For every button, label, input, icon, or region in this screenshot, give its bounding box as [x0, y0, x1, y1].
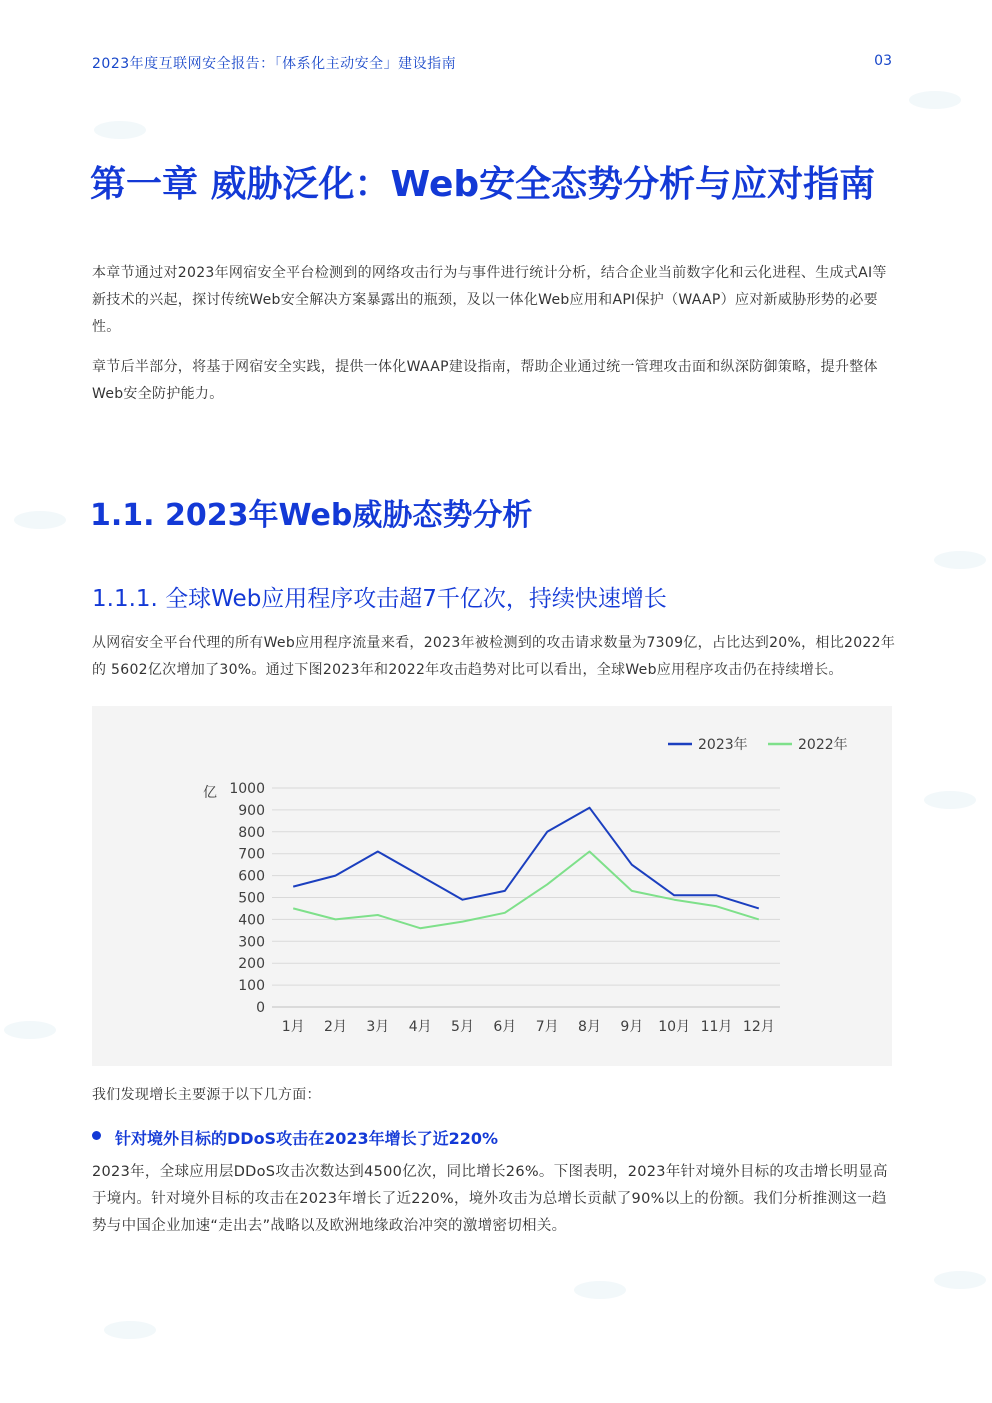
x-tick-label: 10月 — [658, 1019, 691, 1035]
findings-intro: 我们发现增长主要源于以下几方面： — [92, 1087, 321, 1103]
x-tick-label: 4月 — [408, 1019, 432, 1035]
series-line — [293, 808, 759, 909]
x-tick-label: 5月 — [451, 1019, 474, 1035]
attack-trend-chart — [92, 706, 892, 1066]
x-tick-label: 11月 — [700, 1019, 733, 1035]
y-tick-label: 600 — [238, 868, 265, 885]
y-axis-label: 亿 — [203, 785, 217, 801]
intro-paragraph-1: 本章节通过对2023年网宿安全平台检测到的网络攻击行为与事件进行统计分析，结合企业当前数字化和云化进程、生成式AI等新技术的兴起，探讨传统Web安全解决方案暴露出的瓶颈，及以一体化Web应用和API保护（WAAP）应对新威胁形势的必要性。 — [92, 265, 887, 335]
y-tick-label: 900 — [238, 802, 265, 819]
page-header — [92, 53, 892, 75]
y-tick-label: 800 — [238, 824, 265, 841]
subsection-title: 1.1.1. 全球Web应用程序攻击超7千亿次，持续快速增长 — [92, 586, 667, 612]
x-tick-label: 2月 — [324, 1019, 347, 1035]
x-tick-label: 12月 — [742, 1019, 775, 1035]
legend-label: 2022年 — [798, 737, 848, 753]
y-tick-label: 700 — [238, 846, 265, 863]
y-tick-label: 200 — [238, 956, 265, 973]
report-title: 2023年度互联网安全报告：「体系化主动安全」建设指南 — [92, 56, 457, 72]
x-tick-label: 9月 — [620, 1019, 644, 1035]
x-tick-label: 3月 — [366, 1019, 390, 1035]
y-tick-label: 400 — [238, 912, 265, 929]
x-tick-label: 7月 — [535, 1019, 559, 1035]
section-title: 1.1. 2023年Web威胁态势分析 — [90, 498, 533, 533]
y-tick-label: 100 — [238, 978, 265, 995]
y-tick-label: 300 — [238, 934, 265, 951]
y-tick-label: 0 — [256, 1000, 265, 1016]
chapter-title: 第一章 威胁泛化：Web安全态势分析与应对指南 — [90, 164, 876, 205]
subsection-paragraph: 从网宿安全平台代理的所有Web应用程序流量来看，2023年被检测到的攻击请求数量为7309亿，占比达到20%，相比2022年的 5602亿次增加了30%。通过下图2023年和2022年攻击趋势对比可以看出，全球Web应用程序攻击仍在持续增长。 — [92, 635, 896, 678]
attack-trend-chart-svg — [92, 706, 892, 1066]
y-tick-label: 1000 — [229, 781, 265, 797]
intro-paragraph-2: 章节后半部分，将基于网宿安全实践，提供一体化WAAP建设指南，帮助企业通过统一管理攻击面和纵深防御策略，提升整体Web安全防护能力。 — [92, 359, 878, 402]
page-number: 03 — [874, 53, 892, 69]
bullet-paragraph: 2023年，全球应用层DDoS攻击次数达到4500亿次，同比增长26%。下图表明，2023年针对境外目标的攻击增长明显高于境内。针对境外目标的攻击在2023年增长了近220%，境外攻击为总增长贡献了90%以上的份额。我们分析推测这一趋势与中国企业加速“走出去”战略以及欧洲地缘政治冲突的激增密切相关。 — [92, 1164, 888, 1234]
y-tick-label: 500 — [238, 890, 265, 907]
bullet-heading — [92, 1126, 498, 1149]
bullet-dot-icon — [92, 1131, 101, 1140]
x-tick-label: 1月 — [281, 1019, 305, 1035]
x-tick-label: 6月 — [493, 1019, 517, 1035]
legend-label: 2023年 — [698, 737, 748, 753]
x-tick-label: 8月 — [578, 1019, 601, 1035]
bullet-heading-text: 针对境外目标的DDoS攻击在2023年增长了近220% — [115, 1129, 499, 1148]
